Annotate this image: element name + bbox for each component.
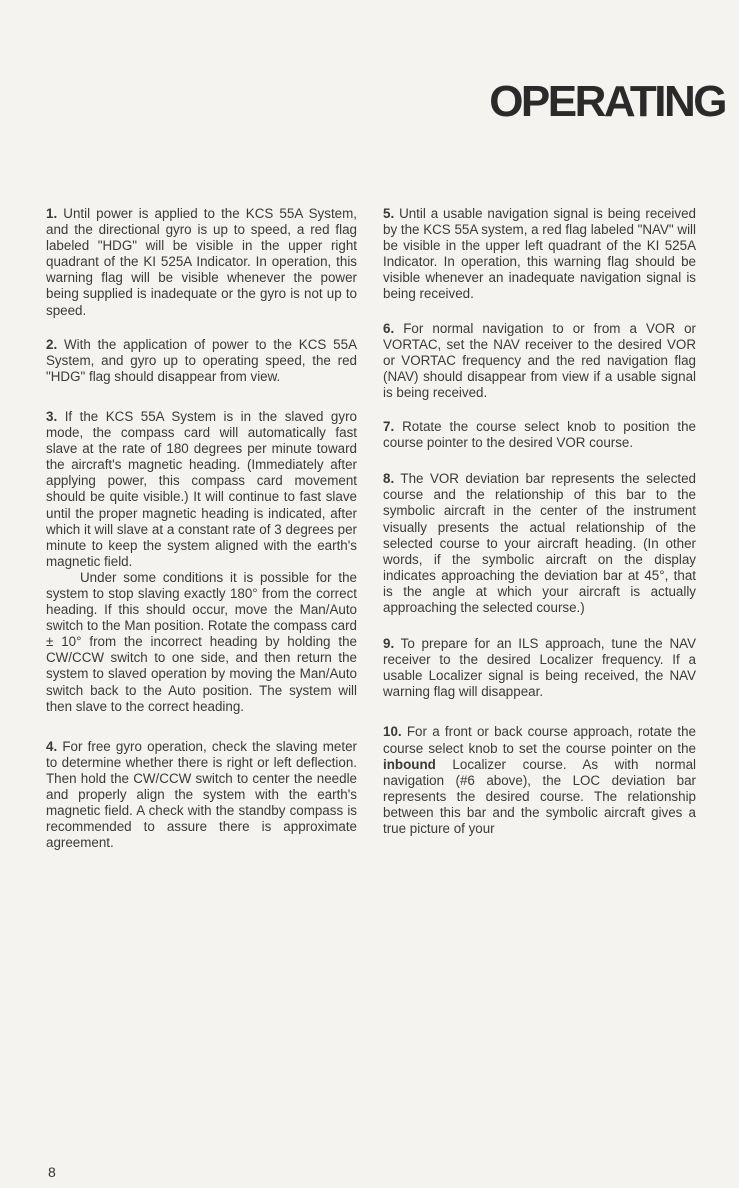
paragraph-text: Rotate the course select knob to position the course pointer to the desired VOR course. xyxy=(383,419,696,451)
page-number: 8 xyxy=(48,1164,56,1180)
paragraph-number: 5. xyxy=(383,206,395,221)
paragraph-7 xyxy=(383,419,696,451)
right-column xyxy=(383,206,696,853)
paragraph-10 xyxy=(383,724,696,837)
paragraph-number: 2. xyxy=(46,336,58,352)
paragraph-text: To prepare for an ILS approach, tune the NAV receiver to the desired Localizer frequency. If a usable Localizer signal is being received, the NAV warning flag will disappear. xyxy=(383,636,696,700)
paragraph-text-start: For a front or back course approach, rotate the course select knob to set the course pointer on the xyxy=(383,724,696,756)
paragraph-text: The VOR deviation bar represents the selected course and the relationship of this bar to the symbolic aircraft in the center of the instrument visually presents the actual relationship of the selected course to your aircraft heading. (In other words, if the symbolic aircraft on the display indicates approaching the deviation bar at 45°, that is the angle at which your aircraft is actually approaching the selected course.) xyxy=(383,471,697,615)
paragraph-number: 8. xyxy=(383,471,395,487)
paragraph-emphasis: inbound xyxy=(383,756,436,772)
paragraph-3 xyxy=(46,409,357,715)
paragraph-text: For free gyro operation, check the slaving meter to determine whether there is right or left deflection. Then hold the CW/CCW switch to center the needle and properly align the system with the earth's magnetic field. A check with the standby compass is recommended to assure there is approximate agreement. xyxy=(46,738,357,851)
paragraph-2 xyxy=(46,337,357,385)
paragraph-number: 3. xyxy=(46,408,58,424)
paragraph-text: For normal navigation to or from a VOR or VORTAC, set the NAV receiver to the desired VOR or VORTAC frequency and the red navigation flag (NAV) should disappear from view if a usable signal is being received. xyxy=(383,320,696,400)
paragraph-number: 9. xyxy=(383,636,395,652)
paragraph-text: With the application of power to the KCS 55A System, and gyro up to operating speed, the red "HDG" flag should disappear from view. xyxy=(46,336,357,384)
paragraph-5 xyxy=(383,206,696,303)
paragraph-6 xyxy=(383,321,696,401)
paragraph-9 xyxy=(383,636,696,700)
paragraph-text: Until power is applied to the KCS 55A System, and the directional gyro is up to speed, a red flag labeled "HDG" will be visible in the upper right quadrant of the KI 525A Indicator. In operation, this warning flag will be visible whenever the power being supplied is inadequate or the gyro is not up to speed. xyxy=(46,206,357,318)
paragraph-number: 1. xyxy=(46,206,58,221)
paragraph-3-continuation: Under some conditions it is possible for the system to stop slaving exactly 180° from the correct heading. If this should occur, move the Man/Auto switch to the Man position. Rotate the compass card ± 10° from the incorrect heading by holding the CW/CCW switch to one side, and then return the system to slaved operation by moving the Man/Auto switch back to the Auto position. The system will then slave to the correct heading. xyxy=(46,569,357,714)
paragraph-8 xyxy=(383,471,696,616)
paragraph-number: 4. xyxy=(46,738,58,754)
left-column xyxy=(46,206,357,867)
paragraph-number: 7. xyxy=(383,419,395,435)
paragraph-text-end: Localizer course. As with normal navigation (#6 above), the LOC deviation bar represents the desired course. The relationship between this bar and the symbolic aircraft gives a true picture of your xyxy=(383,756,696,836)
paragraph-number: 6. xyxy=(383,320,395,336)
paragraph-4 xyxy=(46,739,357,852)
page-title: OPERATING xyxy=(489,77,725,126)
paragraph-number: 10. xyxy=(383,724,402,740)
paragraph-1 xyxy=(46,206,357,319)
paragraph-text: If the KCS 55A System is in the slaved gyro mode, the compass card will automatically fast slave at the rate of 180 degrees per minute toward the aircraft's magnetic heading. (Immediately after applying power, this compass card movement should be quite visible.) It will continue to fast slave until the proper magnetic heading is indicated, after which it will slave at a constant rate of 3 degrees per minute to keep the system aligned with the earth's magnetic field. xyxy=(46,408,357,569)
paragraph-text: Until a usable navigation signal is being received by the KCS 55A system, a red flag labeled "NAV" will be visible in the upper left quadrant of the KI 525A Indicator. In operation, this warning flag should be visible whenever an inadequate navigation signal is being received. xyxy=(383,206,696,302)
